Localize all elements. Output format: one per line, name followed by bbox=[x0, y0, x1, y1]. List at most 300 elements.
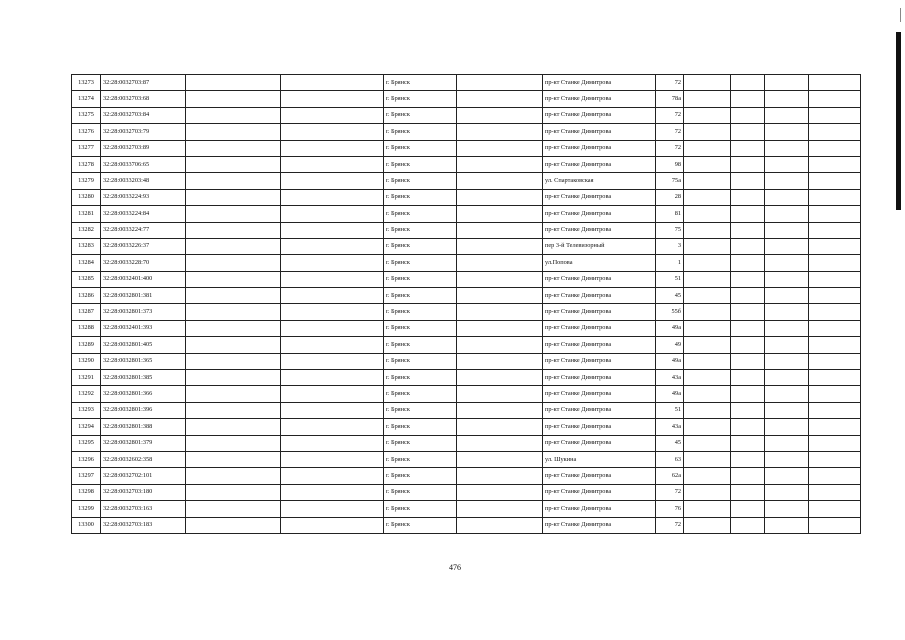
empty-cell bbox=[731, 304, 765, 320]
empty-cell bbox=[731, 222, 765, 238]
house-number-cell: 55б bbox=[656, 304, 684, 320]
empty-cell bbox=[186, 156, 281, 172]
street-cell: пр-кт Станке Димитрова bbox=[543, 435, 656, 451]
table-row bbox=[72, 173, 861, 189]
empty-cell bbox=[186, 419, 281, 435]
table-row bbox=[72, 419, 861, 435]
city-cell: г. Брянск bbox=[384, 288, 457, 304]
record-number-cell: 13298 bbox=[72, 484, 101, 500]
empty-cell bbox=[186, 206, 281, 222]
empty-cell bbox=[765, 140, 809, 156]
street-cell: пр-кт Станке Димитрова bbox=[543, 156, 656, 172]
street-cell: пр-кт Станке Димитрова bbox=[543, 107, 656, 123]
house-number-cell: 45 bbox=[656, 288, 684, 304]
empty-cell bbox=[457, 370, 543, 386]
empty-cell bbox=[731, 468, 765, 484]
empty-cell bbox=[765, 386, 809, 402]
street-cell: пр-кт Станке Димитрова bbox=[543, 304, 656, 320]
empty-cell bbox=[186, 189, 281, 205]
cadastral-number-cell: 32:28:0032801:388 bbox=[101, 419, 186, 435]
empty-cell bbox=[186, 140, 281, 156]
empty-cell bbox=[186, 468, 281, 484]
empty-cell bbox=[731, 484, 765, 500]
table-row bbox=[72, 370, 861, 386]
empty-cell bbox=[186, 484, 281, 500]
empty-cell bbox=[457, 386, 543, 402]
table-row bbox=[72, 451, 861, 467]
record-number-cell: 13290 bbox=[72, 353, 101, 369]
empty-cell bbox=[186, 238, 281, 254]
empty-cell bbox=[809, 271, 861, 287]
house-number-cell: 43а bbox=[656, 419, 684, 435]
cadastral-number-cell: 32:28:0032703:84 bbox=[101, 107, 186, 123]
empty-cell bbox=[809, 451, 861, 467]
cadastral-number-cell: 32:28:0033224:84 bbox=[101, 206, 186, 222]
city-cell: г. Брянск bbox=[384, 222, 457, 238]
empty-cell bbox=[765, 370, 809, 386]
empty-cell bbox=[809, 288, 861, 304]
house-number-cell: 72 bbox=[656, 140, 684, 156]
house-number-cell: 98 bbox=[656, 156, 684, 172]
empty-cell bbox=[186, 501, 281, 517]
city-cell: г. Брянск bbox=[384, 206, 457, 222]
empty-cell bbox=[684, 320, 731, 336]
empty-cell bbox=[809, 156, 861, 172]
house-number-cell: 51 bbox=[656, 271, 684, 287]
table-row bbox=[72, 304, 861, 320]
record-number-cell: 13299 bbox=[72, 501, 101, 517]
table-row bbox=[72, 337, 861, 353]
record-number-cell: 13286 bbox=[72, 288, 101, 304]
empty-cell bbox=[731, 75, 765, 91]
cadastral-number-cell: 32:28:0032801:366 bbox=[101, 386, 186, 402]
cadastral-number-cell: 32:28:0032703:89 bbox=[101, 140, 186, 156]
empty-cell bbox=[765, 91, 809, 107]
record-number-cell: 13281 bbox=[72, 206, 101, 222]
cadastral-number-cell: 32:28:0032401:393 bbox=[101, 320, 186, 336]
empty-cell bbox=[765, 288, 809, 304]
empty-cell bbox=[684, 124, 731, 140]
record-number-cell: 13280 bbox=[72, 189, 101, 205]
empty-cell bbox=[457, 353, 543, 369]
street-cell: ул.Попова bbox=[543, 255, 656, 271]
record-number-cell: 13296 bbox=[72, 451, 101, 467]
city-cell: г. Брянск bbox=[384, 435, 457, 451]
empty-cell bbox=[684, 451, 731, 467]
house-number-cell: 72 bbox=[656, 484, 684, 500]
empty-cell bbox=[731, 402, 765, 418]
empty-cell bbox=[731, 238, 765, 254]
table-row bbox=[72, 288, 861, 304]
cadastral-number-cell: 32:28:0033706:65 bbox=[101, 156, 186, 172]
empty-cell bbox=[684, 75, 731, 91]
empty-cell bbox=[731, 124, 765, 140]
cadastral-number-cell: 32:28:0032703:183 bbox=[101, 517, 186, 533]
empty-cell bbox=[765, 75, 809, 91]
empty-cell bbox=[186, 320, 281, 336]
cadastral-number-cell: 32:28:0033228:70 bbox=[101, 255, 186, 271]
empty-cell bbox=[281, 156, 384, 172]
empty-cell bbox=[186, 337, 281, 353]
empty-cell bbox=[281, 173, 384, 189]
empty-cell bbox=[684, 337, 731, 353]
empty-cell bbox=[731, 386, 765, 402]
table-row bbox=[72, 124, 861, 140]
empty-cell bbox=[684, 419, 731, 435]
empty-cell bbox=[731, 255, 765, 271]
house-number-cell: 49а bbox=[656, 353, 684, 369]
empty-cell bbox=[281, 402, 384, 418]
city-cell: г. Брянск bbox=[384, 419, 457, 435]
empty-cell bbox=[457, 468, 543, 484]
cadastral-number-cell: 32:28:0032801:381 bbox=[101, 288, 186, 304]
empty-cell bbox=[457, 238, 543, 254]
house-number-cell: 72 bbox=[656, 75, 684, 91]
street-cell: пр-кт Станке Димитрова bbox=[543, 370, 656, 386]
empty-cell bbox=[731, 107, 765, 123]
table-row bbox=[72, 222, 861, 238]
empty-cell bbox=[457, 206, 543, 222]
empty-cell bbox=[186, 173, 281, 189]
record-number-cell: 13289 bbox=[72, 337, 101, 353]
house-number-cell: 28 bbox=[656, 189, 684, 205]
empty-cell bbox=[186, 517, 281, 533]
record-number-cell: 13278 bbox=[72, 156, 101, 172]
empty-cell bbox=[684, 370, 731, 386]
cadastral-number-cell: 32:28:0032703:79 bbox=[101, 124, 186, 140]
empty-cell bbox=[684, 173, 731, 189]
city-cell: г. Брянск bbox=[384, 255, 457, 271]
empty-cell bbox=[809, 140, 861, 156]
empty-cell bbox=[765, 501, 809, 517]
empty-cell bbox=[281, 484, 384, 500]
cadastral-number-cell: 32:28:0032401:400 bbox=[101, 271, 186, 287]
empty-cell bbox=[457, 124, 543, 140]
table-row bbox=[72, 206, 861, 222]
empty-cell bbox=[765, 353, 809, 369]
cadastral-number-cell: 32:28:0032801:365 bbox=[101, 353, 186, 369]
cadastral-number-cell: 32:28:0032801:396 bbox=[101, 402, 186, 418]
record-number-cell: 13273 bbox=[72, 75, 101, 91]
house-number-cell: 3 bbox=[656, 238, 684, 254]
empty-cell bbox=[186, 353, 281, 369]
cadastral-number-cell: 32:28:0033226:37 bbox=[101, 238, 186, 254]
empty-cell bbox=[281, 501, 384, 517]
street-cell: пр-кт Станке Димитрова bbox=[543, 386, 656, 402]
empty-cell bbox=[809, 337, 861, 353]
street-cell: пр-кт Станке Димитрова bbox=[543, 189, 656, 205]
empty-cell bbox=[765, 206, 809, 222]
empty-cell bbox=[281, 206, 384, 222]
empty-cell bbox=[765, 255, 809, 271]
empty-cell bbox=[765, 402, 809, 418]
empty-cell bbox=[281, 124, 384, 140]
table-row bbox=[72, 517, 861, 533]
city-cell: г. Брянск bbox=[384, 402, 457, 418]
empty-cell bbox=[765, 271, 809, 287]
empty-cell bbox=[457, 107, 543, 123]
empty-cell bbox=[684, 206, 731, 222]
empty-cell bbox=[281, 91, 384, 107]
street-cell: ул. Шукина bbox=[543, 451, 656, 467]
city-cell: г. Брянск bbox=[384, 107, 457, 123]
table-row bbox=[72, 75, 861, 91]
empty-cell bbox=[281, 451, 384, 467]
empty-cell bbox=[765, 107, 809, 123]
city-cell: г. Брянск bbox=[384, 337, 457, 353]
empty-cell bbox=[281, 288, 384, 304]
empty-cell bbox=[186, 386, 281, 402]
cadastral-number-cell: 32:28:0032801:379 bbox=[101, 435, 186, 451]
empty-cell bbox=[186, 271, 281, 287]
city-cell: г. Брянск bbox=[384, 124, 457, 140]
empty-cell bbox=[765, 419, 809, 435]
table-row bbox=[72, 255, 861, 271]
cadastral-number-cell: 32:28:0032703:163 bbox=[101, 501, 186, 517]
city-cell: г. Брянск bbox=[384, 517, 457, 533]
empty-cell bbox=[281, 468, 384, 484]
empty-cell bbox=[281, 419, 384, 435]
empty-cell bbox=[457, 484, 543, 500]
empty-cell bbox=[731, 501, 765, 517]
registry-table-body bbox=[72, 75, 861, 534]
empty-cell bbox=[809, 370, 861, 386]
empty-cell bbox=[457, 288, 543, 304]
record-number-cell: 13277 bbox=[72, 140, 101, 156]
cadastral-number-cell: 32:28:0032801:405 bbox=[101, 337, 186, 353]
table-row bbox=[72, 238, 861, 254]
empty-cell bbox=[809, 484, 861, 500]
empty-cell bbox=[809, 75, 861, 91]
empty-cell bbox=[731, 320, 765, 336]
table-row bbox=[72, 501, 861, 517]
city-cell: г. Брянск bbox=[384, 238, 457, 254]
empty-cell bbox=[809, 222, 861, 238]
empty-cell bbox=[684, 91, 731, 107]
table-row bbox=[72, 484, 861, 500]
empty-cell bbox=[809, 320, 861, 336]
empty-cell bbox=[809, 304, 861, 320]
street-cell: пр-кт Станке Димитрова bbox=[543, 419, 656, 435]
table-row bbox=[72, 402, 861, 418]
table-row bbox=[72, 435, 861, 451]
registry-table bbox=[71, 74, 861, 534]
empty-cell bbox=[765, 238, 809, 254]
empty-cell bbox=[684, 255, 731, 271]
empty-cell bbox=[186, 124, 281, 140]
record-number-cell: 13287 bbox=[72, 304, 101, 320]
empty-cell bbox=[684, 189, 731, 205]
house-number-cell: 72 bbox=[656, 517, 684, 533]
empty-cell bbox=[281, 271, 384, 287]
street-cell: пр-кт Станке Димитрова bbox=[543, 222, 656, 238]
empty-cell bbox=[765, 337, 809, 353]
empty-cell bbox=[457, 435, 543, 451]
city-cell: г. Брянск bbox=[384, 320, 457, 336]
empty-cell bbox=[765, 189, 809, 205]
house-number-cell: 78а bbox=[656, 91, 684, 107]
city-cell: г. Брянск bbox=[384, 370, 457, 386]
city-cell: г. Брянск bbox=[384, 468, 457, 484]
empty-cell bbox=[765, 222, 809, 238]
street-cell: пр-кт Станке Димитрова bbox=[543, 75, 656, 91]
table-row bbox=[72, 107, 861, 123]
empty-cell bbox=[684, 353, 731, 369]
empty-cell bbox=[281, 304, 384, 320]
empty-cell bbox=[684, 468, 731, 484]
empty-cell bbox=[457, 173, 543, 189]
empty-cell bbox=[765, 173, 809, 189]
empty-cell bbox=[809, 353, 861, 369]
city-cell: г. Брянск bbox=[384, 271, 457, 287]
record-number-cell: 13294 bbox=[72, 419, 101, 435]
cadastral-number-cell: 32:28:0032801:373 bbox=[101, 304, 186, 320]
city-cell: г. Брянск bbox=[384, 304, 457, 320]
empty-cell bbox=[731, 337, 765, 353]
street-cell: пр-кт Станке Димитрова bbox=[543, 337, 656, 353]
empty-cell bbox=[186, 107, 281, 123]
empty-cell bbox=[281, 435, 384, 451]
street-cell: пр-кт Станке Димитрова bbox=[543, 271, 656, 287]
city-cell: г. Брянск bbox=[384, 75, 457, 91]
empty-cell bbox=[457, 451, 543, 467]
house-number-cell: 62а bbox=[656, 468, 684, 484]
house-number-cell: 81 bbox=[656, 206, 684, 222]
empty-cell bbox=[765, 124, 809, 140]
empty-cell bbox=[765, 320, 809, 336]
street-cell: пр-кт Станке Димитрова bbox=[543, 288, 656, 304]
city-cell: г. Брянск bbox=[384, 140, 457, 156]
cadastral-number-cell: 32:28:0032703:87 bbox=[101, 75, 186, 91]
city-cell: г. Брянск bbox=[384, 91, 457, 107]
empty-cell bbox=[765, 435, 809, 451]
scan-edge-mark bbox=[900, 8, 901, 22]
empty-cell bbox=[809, 173, 861, 189]
street-cell: пр-кт Станке Димитрова bbox=[543, 206, 656, 222]
empty-cell bbox=[684, 140, 731, 156]
empty-cell bbox=[457, 140, 543, 156]
record-number-cell: 13276 bbox=[72, 124, 101, 140]
empty-cell bbox=[281, 189, 384, 205]
empty-cell bbox=[281, 517, 384, 533]
empty-cell bbox=[684, 435, 731, 451]
empty-cell bbox=[809, 419, 861, 435]
empty-cell bbox=[684, 304, 731, 320]
street-cell: пр-кт Станке Димитрова bbox=[543, 501, 656, 517]
city-cell: г. Брянск bbox=[384, 484, 457, 500]
empty-cell bbox=[809, 107, 861, 123]
empty-cell bbox=[457, 222, 543, 238]
empty-cell bbox=[809, 189, 861, 205]
record-number-cell: 13285 bbox=[72, 271, 101, 287]
empty-cell bbox=[186, 435, 281, 451]
street-cell: пр-кт Станке Димитрова bbox=[543, 91, 656, 107]
empty-cell bbox=[765, 468, 809, 484]
empty-cell bbox=[731, 173, 765, 189]
empty-cell bbox=[457, 501, 543, 517]
empty-cell bbox=[281, 255, 384, 271]
empty-cell bbox=[186, 222, 281, 238]
empty-cell bbox=[281, 370, 384, 386]
house-number-cell: 1 bbox=[656, 255, 684, 271]
empty-cell bbox=[186, 402, 281, 418]
house-number-cell: 51 bbox=[656, 402, 684, 418]
table-row bbox=[72, 91, 861, 107]
record-number-cell: 13283 bbox=[72, 238, 101, 254]
empty-cell bbox=[731, 156, 765, 172]
empty-cell bbox=[731, 189, 765, 205]
city-cell: г. Брянск bbox=[384, 451, 457, 467]
city-cell: г. Брянск bbox=[384, 189, 457, 205]
empty-cell bbox=[684, 222, 731, 238]
empty-cell bbox=[731, 271, 765, 287]
house-number-cell: 75а bbox=[656, 173, 684, 189]
record-number-cell: 13297 bbox=[72, 468, 101, 484]
empty-cell bbox=[684, 517, 731, 533]
empty-cell bbox=[457, 517, 543, 533]
empty-cell bbox=[809, 91, 861, 107]
empty-cell bbox=[765, 304, 809, 320]
record-number-cell: 13284 bbox=[72, 255, 101, 271]
cadastral-number-cell: 32:28:0033203:48 bbox=[101, 173, 186, 189]
empty-cell bbox=[457, 255, 543, 271]
table-row bbox=[72, 353, 861, 369]
table-row bbox=[72, 468, 861, 484]
empty-cell bbox=[809, 255, 861, 271]
house-number-cell: 76 bbox=[656, 501, 684, 517]
record-number-cell: 13279 bbox=[72, 173, 101, 189]
empty-cell bbox=[809, 238, 861, 254]
street-cell: пр-кт Станке Димитрова bbox=[543, 484, 656, 500]
street-cell: пер 3-й Телевизорный bbox=[543, 238, 656, 254]
empty-cell bbox=[186, 451, 281, 467]
record-number-cell: 13295 bbox=[72, 435, 101, 451]
empty-cell bbox=[281, 337, 384, 353]
empty-cell bbox=[809, 468, 861, 484]
empty-cell bbox=[731, 451, 765, 467]
empty-cell bbox=[457, 75, 543, 91]
table-row bbox=[72, 189, 861, 205]
empty-cell bbox=[731, 206, 765, 222]
cadastral-number-cell: 32:28:0032702:101 bbox=[101, 468, 186, 484]
record-number-cell: 13292 bbox=[72, 386, 101, 402]
table-row bbox=[72, 271, 861, 287]
house-number-cell: 72 bbox=[656, 124, 684, 140]
house-number-cell: 43а bbox=[656, 370, 684, 386]
empty-cell bbox=[457, 337, 543, 353]
record-number-cell: 13293 bbox=[72, 402, 101, 418]
house-number-cell: 49а bbox=[656, 386, 684, 402]
empty-cell bbox=[684, 484, 731, 500]
empty-cell bbox=[457, 402, 543, 418]
empty-cell bbox=[731, 140, 765, 156]
street-cell: ул. Спартаковская bbox=[543, 173, 656, 189]
empty-cell bbox=[731, 353, 765, 369]
cadastral-number-cell: 32:28:0033224:77 bbox=[101, 222, 186, 238]
empty-cell bbox=[186, 304, 281, 320]
empty-cell bbox=[186, 255, 281, 271]
empty-cell bbox=[731, 419, 765, 435]
record-number-cell: 13288 bbox=[72, 320, 101, 336]
city-cell: г. Брянск bbox=[384, 353, 457, 369]
empty-cell bbox=[765, 484, 809, 500]
empty-cell bbox=[684, 386, 731, 402]
table-row bbox=[72, 140, 861, 156]
empty-cell bbox=[281, 320, 384, 336]
empty-cell bbox=[281, 107, 384, 123]
house-number-cell: 63 bbox=[656, 451, 684, 467]
empty-cell bbox=[731, 288, 765, 304]
